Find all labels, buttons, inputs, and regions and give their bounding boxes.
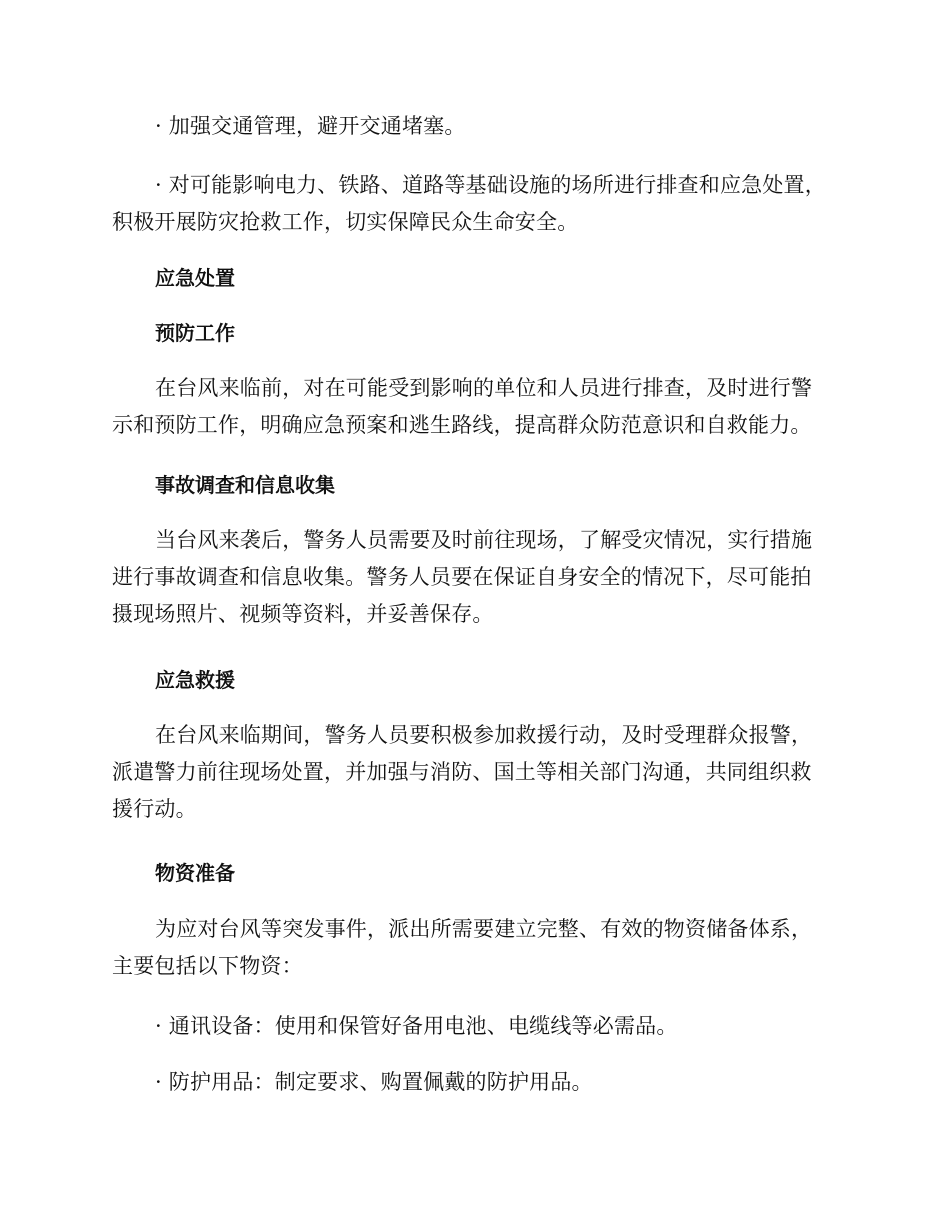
bullet-protective-equipment: · 防护用品：制定要求、购置佩戴的防护用品。 (155, 1070, 593, 1094)
heading-prevention-work: 预防工作 (155, 321, 235, 345)
bullet-infrastructure-check: · 对可能影响电力、铁路、道路等基础设施的场所进行排查和应急处置，积极开展防灾抢救工作，切实保障民众生命安全。 (112, 173, 826, 234)
heading-investigation: 事故调查和信息收集 (155, 473, 335, 497)
paragraph-materials: 为应对台风等突发事件，派出所需要建立完整、有效的物资储备体系，主要包括以下物资： (112, 917, 813, 978)
heading-emergency-response: 应急处置 (155, 266, 235, 290)
heading-materials: 物资准备 (155, 861, 235, 885)
heading-rescue: 应急救援 (155, 668, 235, 692)
bullet-traffic-management: · 加强交通管理，避开交通堵塞。 (155, 114, 466, 138)
paragraph-rescue: 在台风来临期间，警务人员要积极参加救援行动，及时受理群众报警，派遣警力前往现场处置，并加强与消防、国土等相关部门沟通，共同组织救援行动。 (112, 723, 813, 821)
paragraph-prevention: 在台风来临前，对在可能受到影响的单位和人员进行排查，及时进行警示和预防工作，明确应急预案和逃生路线，提高群众防范意识和自救能力。 (112, 376, 813, 437)
paragraph-investigation: 当台风来袭后，警务人员需要及时前往现场，了解受灾情况，实行措施进行事故调查和信息收集。警务人员要在保证自身安全的情况下，尽可能拍摄现场照片、视频等资料，并妥善保存。 (112, 528, 813, 626)
bullet-communication-equipment: · 通讯设备：使用和保管好备用电池、电缆线等必需品。 (155, 1014, 678, 1038)
